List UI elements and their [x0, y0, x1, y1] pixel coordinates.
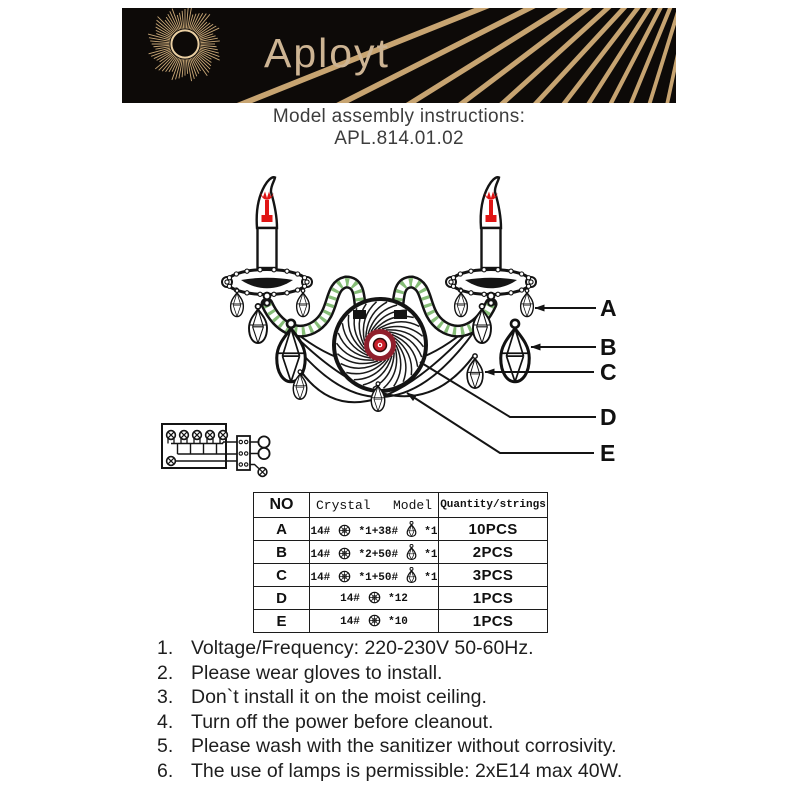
- part-label-d: D: [600, 404, 617, 430]
- header-decoration: [122, 8, 676, 103]
- column-header-model: Crystal Model: [310, 493, 439, 518]
- table-row: [254, 610, 548, 633]
- model-code: APL.814.01.02: [334, 128, 464, 149]
- crystal-model-cell: 14# *1+50# *1: [310, 564, 439, 587]
- instruction-item: [157, 759, 689, 784]
- part-no-cell: A: [254, 518, 310, 541]
- part-no-cell: C: [254, 564, 310, 587]
- quantity-cell: 1PCS: [439, 587, 548, 610]
- table-row: [254, 564, 548, 587]
- wiring-diagram: [162, 424, 270, 476]
- quantity-cell: 3PCS: [439, 564, 548, 587]
- part-no-cell: D: [254, 587, 310, 610]
- crystal-model-cell: 14# *10: [310, 610, 439, 633]
- instruction-text: Turn off the power before cleanout.: [191, 710, 494, 733]
- instruction-number: 4.: [157, 710, 174, 733]
- column-header-no: NO: [254, 493, 310, 518]
- instruction-text: The use of lamps is permissible: 2xE14 max 40W.: [191, 759, 623, 782]
- column-header-quantity: Quantity/strings: [439, 493, 548, 518]
- table-row: [254, 518, 548, 541]
- crystal-model-cell: 14# *1+38# *1: [310, 518, 439, 541]
- crystal-drop-icon: [406, 567, 417, 583]
- instruction-text: Please wear gloves to install.: [191, 661, 443, 684]
- instruction-number: 1.: [157, 637, 174, 659]
- instruction-number: 5.: [157, 735, 174, 757]
- lamp-symbol-icon: [206, 431, 215, 444]
- crystal-drop-icon: [406, 544, 417, 560]
- lamp-symbol-icon: [167, 457, 176, 466]
- assembly-diagram: [150, 158, 650, 498]
- instruction-item: [157, 734, 689, 759]
- instruction-item: [157, 661, 689, 686]
- part-label-b: B: [600, 334, 617, 360]
- part-no-cell: B: [254, 541, 310, 564]
- quantity-cell: 1PCS: [439, 610, 548, 633]
- table-row: [254, 541, 548, 564]
- quantity-cell: 10PCS: [439, 518, 548, 541]
- part-label-a: A: [600, 295, 617, 321]
- brand-header: [122, 8, 676, 103]
- crystal-ball-icon: [338, 524, 351, 537]
- instruction-text: Don`t install it on the moist ceiling.: [191, 686, 487, 708]
- crystal-ball-icon: [368, 591, 381, 604]
- part-no-cell: E: [254, 610, 310, 633]
- brand-name: Aployt: [264, 30, 390, 76]
- instruction-item: [157, 710, 689, 735]
- table-row: [254, 587, 548, 610]
- parts-table-header-row: [254, 493, 548, 518]
- bullseye-icon: [367, 332, 394, 359]
- instruction-text: Please wash with the sanitizer without corrosivity.: [191, 735, 617, 757]
- crystal-ball-icon: [338, 547, 351, 560]
- crystal-drop-icon: [406, 521, 417, 537]
- crystal-ball-icon: [368, 614, 381, 627]
- crystal-model-cell: 14# *12: [310, 587, 439, 610]
- instruction-number: 3.: [157, 686, 174, 708]
- part-label-c: C: [600, 359, 617, 385]
- instruction-text: Voltage/Frequency: 220-230V 50-60Hz.: [191, 637, 534, 659]
- parts-table: [253, 492, 548, 633]
- parts-table-body: [254, 518, 548, 633]
- part-label-e: E: [600, 440, 616, 466]
- crystal-ball-icon: [338, 570, 351, 583]
- quantity-cell: 2PCS: [439, 541, 548, 564]
- instruction-number: 6.: [157, 759, 174, 782]
- lamp-symbol-icon: [258, 468, 267, 477]
- instruction-number: 2.: [157, 661, 174, 684]
- left-candle: [222, 177, 312, 305]
- instruction-item: [157, 685, 689, 710]
- lamp-symbol-icon: [167, 431, 176, 444]
- starburst-icon: [148, 8, 220, 81]
- right-candle: [446, 177, 536, 305]
- crystal-model-cell: 14# *2+50# *1: [310, 541, 439, 564]
- instructions-list: [157, 636, 689, 783]
- lamp-symbol-icon: [193, 431, 202, 444]
- label-leader-lines: [407, 308, 596, 453]
- page-title: Model assembly instructions:: [272, 106, 526, 127]
- lamp-symbol-icon: [180, 431, 189, 444]
- wall-plate: [334, 299, 426, 391]
- instruction-item: [157, 636, 689, 661]
